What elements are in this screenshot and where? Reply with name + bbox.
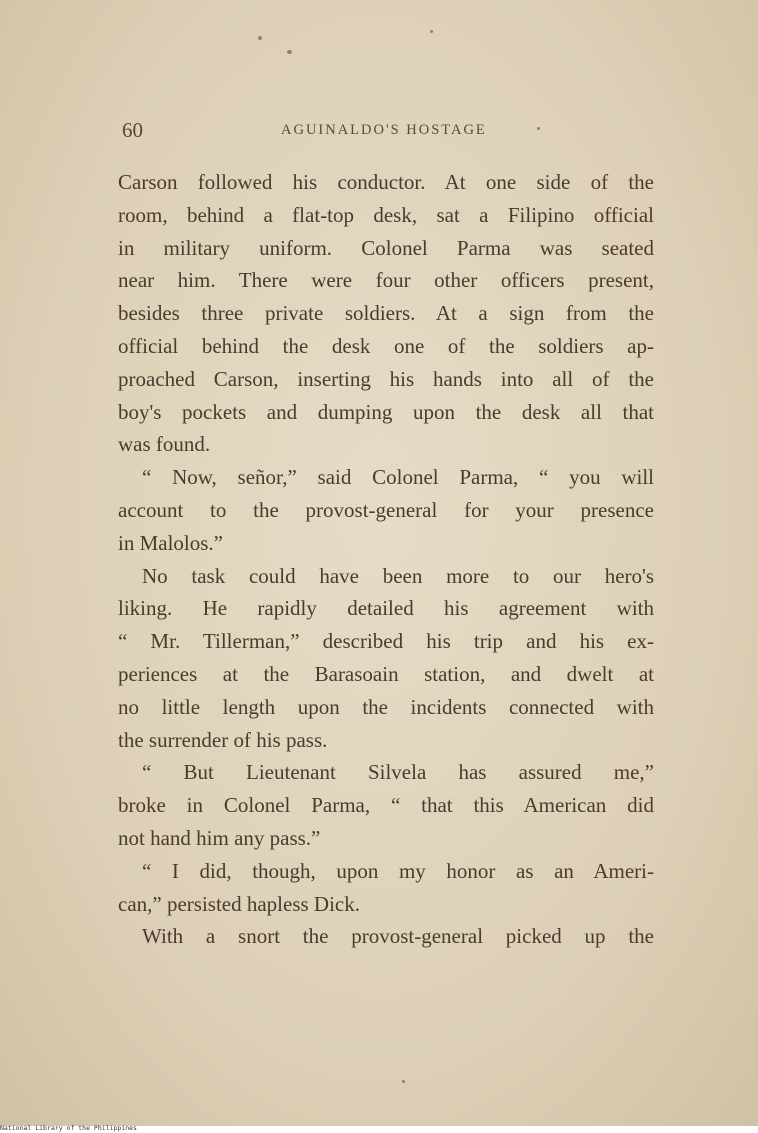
running-title: AGUINALDO'S HOSTAGE bbox=[281, 122, 487, 138]
text-line: no little length upon the incidents connected with bbox=[118, 694, 654, 719]
text-line: “ Now, señor,” said Colonel Parma, “ you will bbox=[142, 465, 654, 490]
library-credit: National Library of the Philippines bbox=[0, 1124, 137, 1132]
text-line: room, behind a flat-top desk, sat a Filipino official bbox=[118, 202, 654, 227]
text-line: “ I did, though, upon my honor as an Ameri- bbox=[142, 858, 654, 883]
text-line: “ Mr. Tillerman,” described his trip and his ex- bbox=[118, 629, 654, 654]
page-number: 60 bbox=[122, 118, 143, 142]
text-line: liking. He rapidly detailed his agreement with bbox=[118, 596, 654, 621]
paper-speck bbox=[258, 36, 262, 40]
text-line: the surrender of his pass. bbox=[118, 727, 328, 752]
text-line: No task could have been more to our hero's bbox=[142, 563, 654, 588]
text-line: account to the provost-general for your presence bbox=[118, 497, 654, 522]
paper-speck bbox=[430, 30, 433, 33]
text-line: proached Carson, inserting his hands into all of the bbox=[118, 366, 654, 391]
text-line: near him. There were four other officers present, bbox=[118, 268, 654, 293]
text-line: broke in Colonel Parma, “ that this American did bbox=[118, 793, 654, 818]
text-line: official behind the desk one of the soldiers ap- bbox=[118, 333, 654, 358]
text-line: not hand him any pass.” bbox=[118, 825, 321, 850]
paper-speck bbox=[287, 50, 292, 54]
paper-speck bbox=[402, 1080, 405, 1083]
text-line: boy's pockets and dumping upon the desk all that bbox=[118, 399, 654, 424]
text-line: periences at the Barasoain station, and dwelt at bbox=[118, 661, 654, 686]
page-header bbox=[0, 116, 758, 144]
text-line: was found. bbox=[118, 432, 211, 457]
text-line: besides three private soldiers. At a sign from the bbox=[118, 301, 654, 326]
text-line: With a snort the provost-general picked up the bbox=[142, 924, 654, 949]
text-line: Carson followed his conductor. At one side of the bbox=[118, 170, 654, 194]
text-line: in military uniform. Colonel Parma was seated bbox=[118, 235, 654, 260]
text-line: “ But Lieutenant Silvela has assured me,” bbox=[142, 760, 654, 785]
text-line: in Malolos.” bbox=[118, 530, 223, 555]
text-line: can,” persisted hapless Dick. bbox=[118, 891, 361, 916]
body-text bbox=[118, 166, 654, 953]
